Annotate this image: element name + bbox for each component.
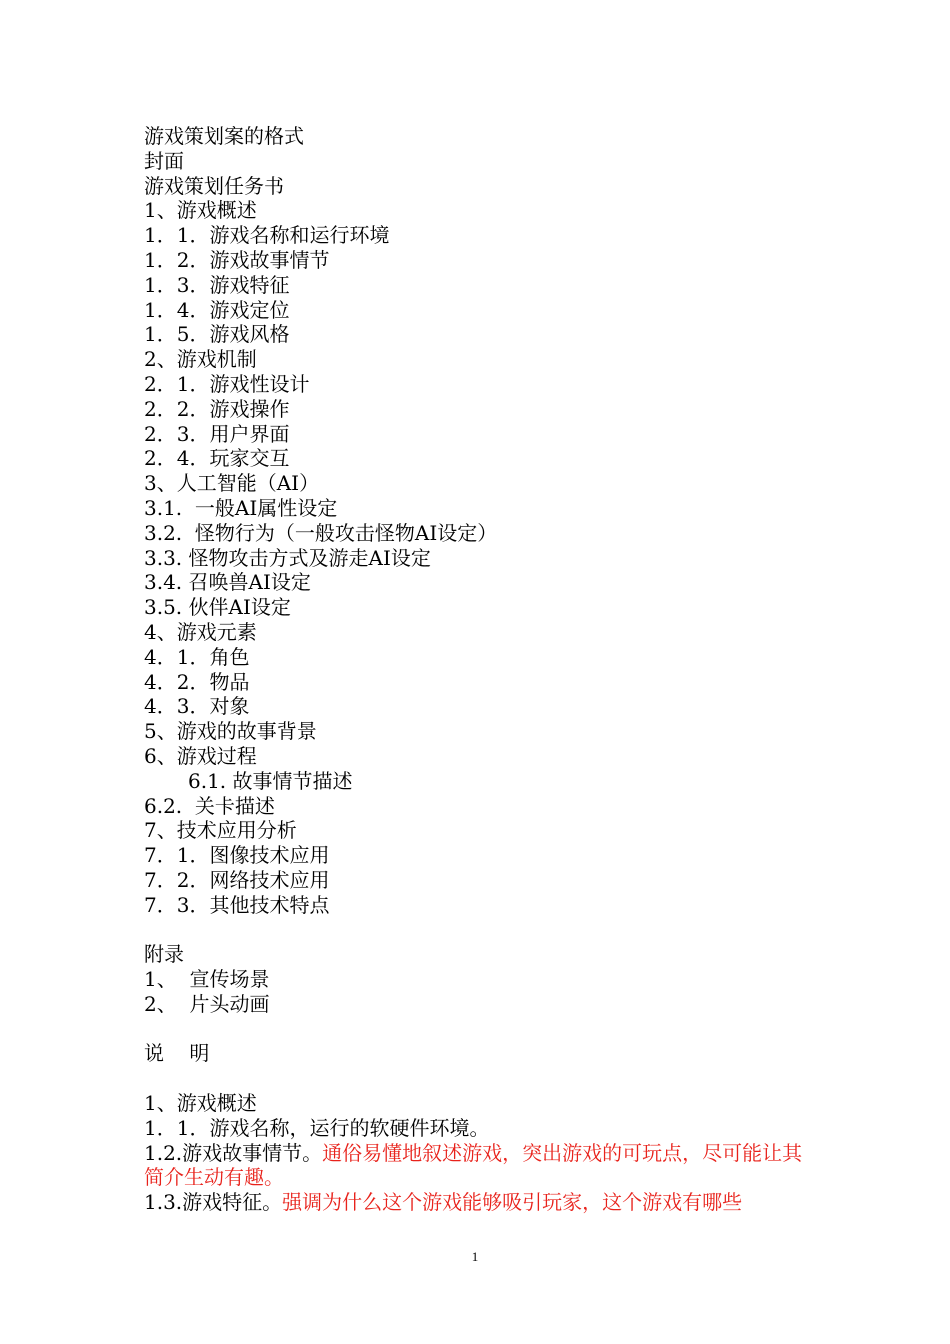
explanation-highlight: 强调为什么这个游戏能够吸引玩家，这个游戏有哪些 [282, 1190, 743, 1215]
outline-item: 2．2．游戏操作 [144, 396, 290, 421]
outline-item: 3.1. 一般AI属性设定 [144, 495, 338, 520]
outline-item: 1、游戏概述 [144, 198, 257, 223]
outline-item: 封面 [144, 148, 184, 173]
outline-list [144, 794, 814, 918]
outline-item: 2．3．用户界面 [144, 421, 290, 446]
appendix-item: 1、 宣传场景 [144, 967, 270, 992]
explanation-heading: 说 明 [144, 1041, 210, 1066]
outline-item: 游戏策划任务书 [144, 173, 284, 198]
appendix-item: 2、 片头动画 [144, 991, 270, 1016]
page-number: 1 [471, 1249, 479, 1264]
outline-item: 1．2．游戏故事情节 [144, 247, 330, 272]
outline-item: 5、游戏的故事背景 [144, 719, 317, 744]
outline-item: 3.4. 召唤兽AI设定 [144, 570, 311, 595]
explanation-item [144, 1141, 814, 1191]
spacer [144, 918, 814, 943]
outline-item: 2、游戏机制 [144, 347, 257, 372]
explanation-item [144, 1190, 814, 1215]
outline-item: 7．2．网络技术应用 [144, 867, 330, 892]
outline-item: 6.2. 关卡描述 [144, 793, 275, 818]
outline-item: 2．4．玩家交互 [144, 446, 290, 471]
outline-item: 7、技术应用分析 [144, 818, 297, 843]
outline-item: 4．1．角色 [144, 644, 250, 669]
outline-item: 3.5. 伙伴AI设定 [144, 595, 291, 620]
outline-item: 3、人工智能（AI） [144, 471, 320, 496]
appendix-heading: 附录 [144, 942, 184, 967]
outline-item: 6.1. 故事情节描述 [188, 768, 353, 793]
outline-item: 1．3．游戏特征 [144, 272, 290, 297]
outline-item: 1．1．游戏名称和运行环境 [144, 223, 390, 248]
document-title: 游戏策划案的格式 [144, 124, 304, 148]
spacer [144, 1066, 814, 1091]
outline-item: 4、游戏元素 [144, 619, 257, 644]
outline-item: 1．5．游戏风格 [144, 322, 290, 347]
spacer [144, 1017, 814, 1042]
explanation-highlight: 通俗易懂地叙述游戏，突出游戏的可玩点，尽可能让其简介生动有趣。 [144, 1140, 803, 1190]
outline-list [144, 149, 814, 769]
outline-item: 1．4．游戏定位 [144, 297, 290, 322]
outline-item: 6、游戏过程 [144, 743, 257, 768]
outline-item: 3.3. 怪物攻击方式及游走AI设定 [144, 545, 431, 570]
outline-item: 3.2. 怪物行为（一般攻击怪物AI设定） [144, 520, 498, 545]
outline-item: 4．3．对象 [144, 694, 250, 719]
document-body [144, 124, 814, 1215]
explanation-item-label: 1.2.游戏故事情节。 [144, 1140, 323, 1165]
outline-item: 2．1．游戏性设计 [144, 371, 310, 396]
outline-item: 7．1．图像技术应用 [144, 843, 330, 868]
explanation-item: 1．1．游戏名称，运行的软硬件环境。 [144, 1115, 490, 1140]
explanation-overview: 1、游戏概述 [144, 1091, 257, 1116]
explanation-item-label: 1.3.游戏特征。 [144, 1190, 283, 1215]
outline-item: 4．2．物品 [144, 669, 250, 694]
outline-item: 7．3．其他技术特点 [144, 892, 330, 917]
